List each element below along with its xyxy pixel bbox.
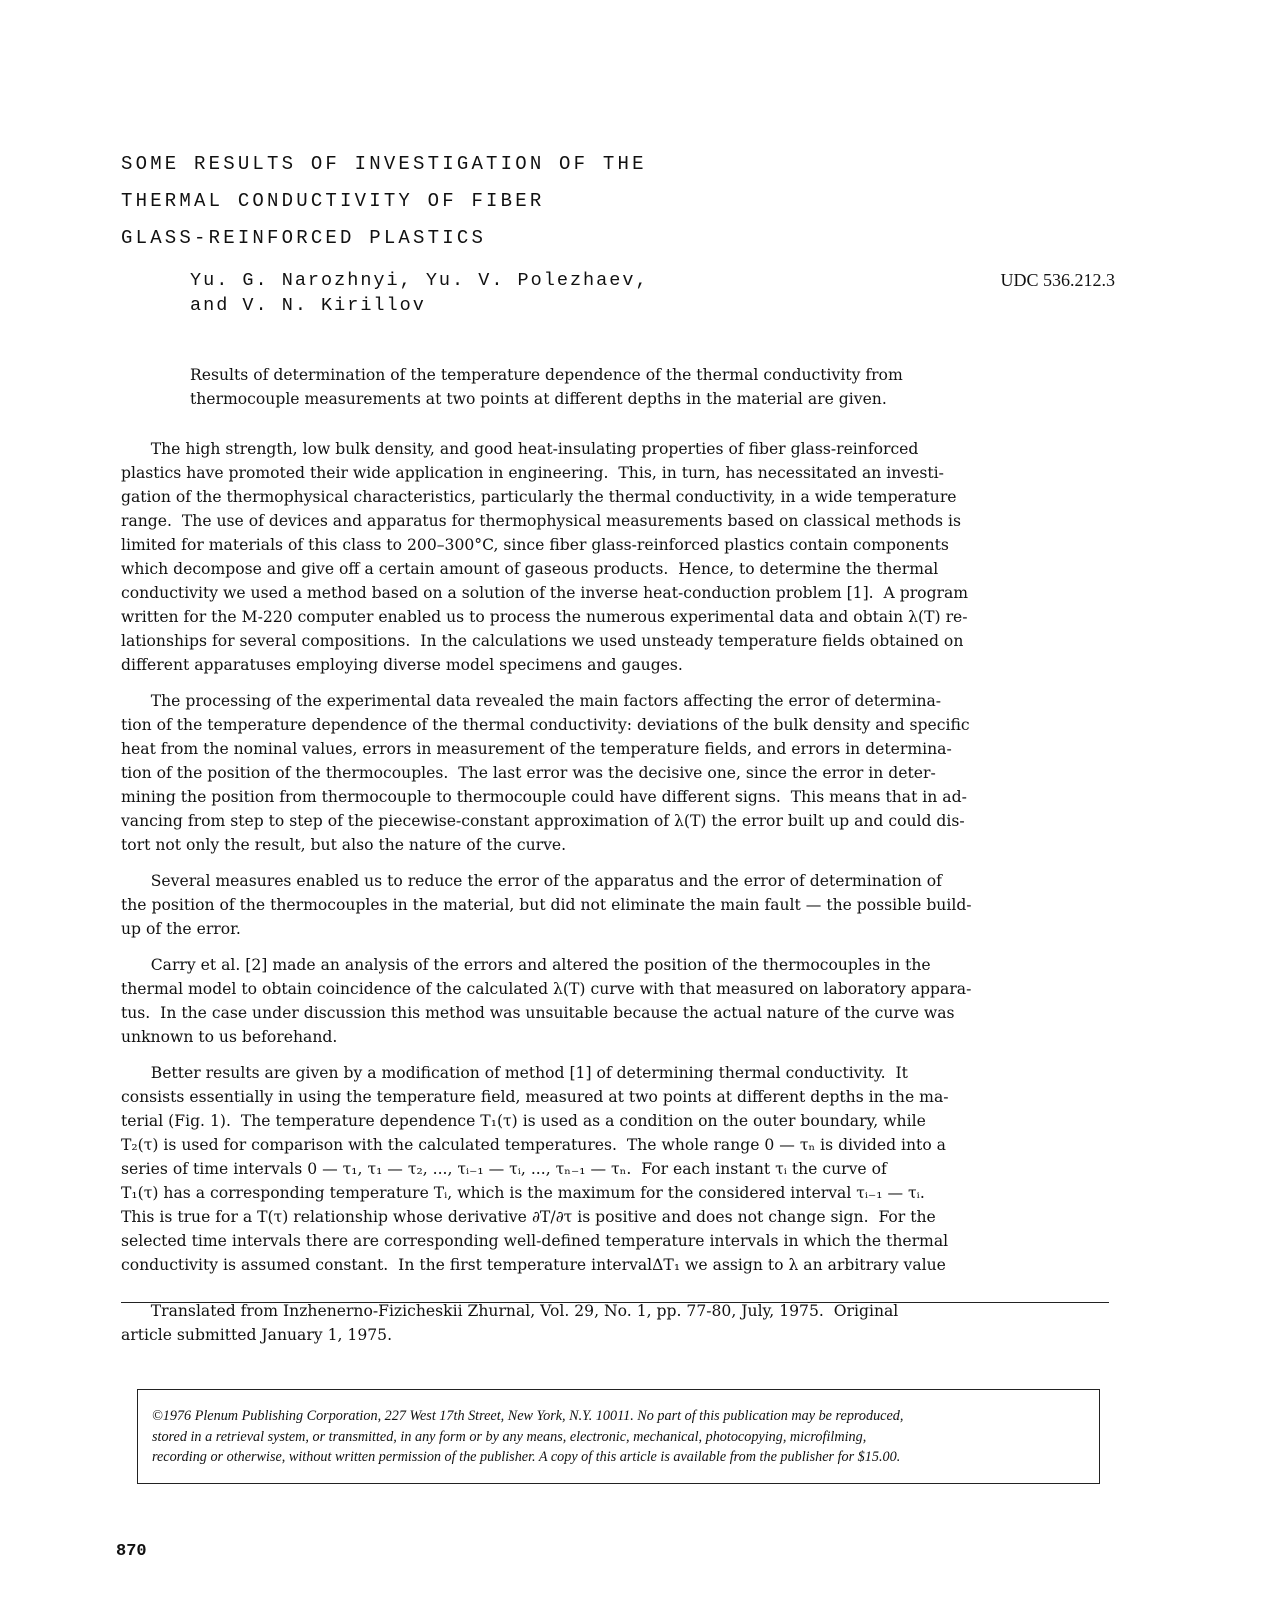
text-line: This is true for a T(τ) relationship whose derivative ∂T/∂τ is positive and does not change sign. For the	[121, 1208, 936, 1226]
text-line: consists essentially in using the temperature field, measured at two points at different depths in the ma-	[121, 1088, 949, 1106]
page-number: 870	[116, 1542, 147, 1561]
abstract-line: thermocouple measurements at two points at different depths in the material are given.	[190, 390, 887, 408]
copyright-line: stored in a retrieval system, or transmitted, in any form or by any means, electronic, mechanical, photocopying, microfilming,	[152, 1428, 867, 1445]
author-list	[190, 268, 649, 318]
text-line: mining the position from thermocouple to thermocouple could have different signs. This means that in ad-	[121, 788, 967, 806]
text-line: vancing from step to step of the piecewise-constant approximation of λ(T) the error built up and could dis-	[121, 812, 965, 830]
translation-footnote	[121, 1299, 1111, 1347]
abstract-line: Results of determination of the temperature dependence of the thermal conductivity from	[190, 366, 903, 384]
body-text	[121, 437, 1111, 1289]
article-title	[121, 146, 821, 257]
text-line: lationships for several compositions. In the calculations we used unsteady temperature fields obtained on	[121, 632, 964, 650]
copyright-line: recording or otherwise, without written permission of the publisher. A copy of this article is available from the publisher for $15.00.	[152, 1449, 901, 1465]
text-line: gation of the thermophysical characteristics, particularly the thermal conductivity, in a wide temperature	[121, 488, 957, 506]
text-line: T₂(τ) is used for comparison with the calculated temperatures. The whole range 0 — τₙ is divided into a	[121, 1136, 946, 1154]
text-line: written for the M-220 computer enabled us to process the numerous experimental data and obtain λ(T) re-	[121, 608, 968, 626]
text-line: tort not only the result, but also the nature of the curve.	[121, 836, 567, 854]
copyright-notice	[137, 1389, 1100, 1484]
author-line: and V. N. Kirillov	[190, 295, 426, 316]
text-line: range. The use of devices and apparatus for thermophysical measurements based on classical methods is	[121, 512, 961, 530]
title-line: GLASS-REINFORCED PLASTICS	[121, 227, 487, 249]
paragraph-4	[121, 953, 1111, 1049]
title-line: THERMAL CONDUCTIVITY OF FIBER	[121, 190, 545, 212]
text-line: The high strength, low bulk density, and good heat-insulating properties of fiber glass-reinforced	[121, 440, 919, 458]
text-line: series of time intervals 0 — τ₁, τ₁ — τ₂, ..., τᵢ₋₁ — τᵢ, ..., τₙ₋₁ — τₙ. For each instant τᵢ the curve of	[121, 1160, 887, 1178]
text-line: different apparatuses employing diverse model specimens and gauges.	[121, 656, 683, 674]
text-line: thermal model to obtain coincidence of the calculated λ(T) curve with that measured on laboratory appara-	[121, 980, 972, 998]
text-line: tion of the temperature dependence of the thermal conductivity: deviations of the bulk density and specific	[121, 716, 970, 734]
text-line: up of the error.	[121, 920, 241, 938]
text-line: unknown to us beforehand.	[121, 1028, 338, 1046]
footnote-line: article submitted January 1, 1975.	[121, 1326, 393, 1344]
text-line: Several measures enabled us to reduce the error of the apparatus and the error of determination of	[121, 872, 942, 890]
udc-code: UDC 536.212.3	[1000, 270, 1115, 290]
paragraph-2	[121, 689, 1111, 857]
text-line: selected time intervals there are corresponding well-defined temperature intervals in which the thermal	[121, 1232, 949, 1250]
text-line: heat from the nominal values, errors in measurement of the temperature fields, and errors in determina-	[121, 740, 952, 758]
paragraph-3	[121, 869, 1111, 941]
author-line: Yu. G. Narozhnyi, Yu. V. Polezhaev,	[190, 270, 649, 291]
text-line: Better results are given by a modification of method [1] of determining thermal conductivity. It	[121, 1064, 908, 1082]
text-line: which decompose and give off a certain amount of gaseous products. Hence, to determine the thermal	[121, 560, 939, 578]
text-line: tion of the position of the thermocouples. The last error was the decisive one, since the error in deter-	[121, 764, 936, 782]
title-line: SOME RESULTS OF INVESTIGATION OF THE	[121, 153, 647, 175]
text-line: conductivity we used a method based on a solution of the inverse heat-conduction problem [1]. A program	[121, 584, 969, 602]
text-line: conductivity is assumed constant. In the first temperature intervalΔT₁ we assign to λ an arbitrary value	[121, 1256, 946, 1274]
abstract	[190, 363, 1090, 411]
text-line: terial (Fig. 1). The temperature dependence T₁(τ) is used as a condition on the outer boundary, while	[121, 1112, 926, 1130]
footnote-line: Translated from Inzhenerno-Fizicheskii Zhurnal, Vol. 29, No. 1, pp. 77-80, July, 1975. Original	[121, 1302, 899, 1320]
text-line: the position of the thermocouples in the material, but did not eliminate the main fault — the possible build-	[121, 896, 972, 914]
text-line: Carry et al. [2] made an analysis of the errors and altered the position of the thermocouples in the	[121, 956, 931, 974]
text-line: tus. In the case under discussion this method was unsuitable because the actual nature of the curve was	[121, 1004, 955, 1022]
paragraph-5	[121, 1061, 1111, 1277]
text-line: limited for materials of this class to 200–300°C, since fiber glass-reinforced plastics contain components	[121, 536, 949, 554]
paragraph-1	[121, 437, 1111, 677]
text-line: T₁(τ) has a corresponding temperature Tᵢ, which is the maximum for the considered interval τᵢ₋₁ — τᵢ.	[121, 1184, 925, 1202]
text-line: The processing of the experimental data revealed the main factors affecting the error of determina-	[121, 692, 942, 710]
copyright-line: ©1976 Plenum Publishing Corporation, 227 West 17th Street, New York, N.Y. 10011. No part of this publication may be reproduced,	[152, 1408, 904, 1424]
text-line: plastics have promoted their wide application in engineering. This, in turn, has necessitated an investi-	[121, 464, 944, 482]
